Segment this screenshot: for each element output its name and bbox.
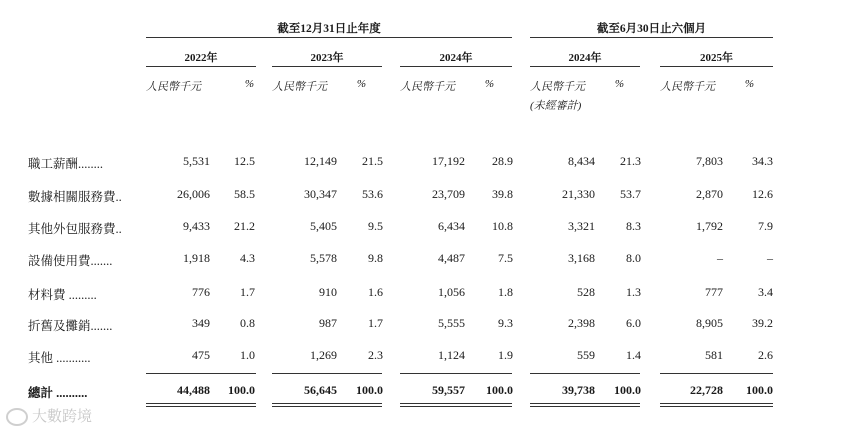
amount-cell: 59,557 (432, 383, 465, 397)
percent-cell: 1.9 (498, 348, 513, 362)
amount-cell: 23,709 (432, 187, 465, 201)
percent-cell: 39.8 (492, 187, 513, 201)
pct-label: % (356, 78, 366, 90)
amount-cell: 1,918 (183, 251, 210, 265)
amount-cell: 5,405 (310, 219, 337, 233)
amount-cell: 475 (192, 348, 210, 362)
unit-label: 人民幣千元 (660, 81, 715, 93)
amount-cell: 4,487 (438, 251, 465, 265)
amount-cell: 39,738 (562, 383, 595, 397)
group-header-half: 截至6月30日止六個月 (596, 23, 707, 35)
percent-cell: 1.7 (368, 316, 383, 330)
year-rule (660, 66, 773, 67)
unit-label: 人民幣千元 (146, 81, 201, 93)
unaudited-label: (未經審計) (530, 100, 582, 112)
amount-cell: 44,488 (177, 383, 210, 397)
percent-cell: 0.8 (240, 316, 255, 330)
percent-cell: 2.6 (758, 348, 773, 362)
percent-cell: 2.3 (368, 348, 383, 362)
amount-cell: 12,149 (304, 154, 337, 168)
amount-cell: 581 (705, 348, 723, 362)
year-header-2025-half: 2025年 (700, 52, 733, 64)
percent-cell: 53.7 (620, 187, 641, 201)
percent-cell: 21.3 (620, 154, 641, 168)
amount-cell: 5,555 (438, 316, 465, 330)
percent-cell: 12.6 (752, 187, 773, 201)
percent-cell: 10.8 (492, 219, 513, 233)
amount-cell: 777 (705, 285, 723, 299)
amount-cell: 6,434 (438, 219, 465, 233)
amount-cell: 21,330 (562, 187, 595, 201)
amount-cell: 1,124 (438, 348, 465, 362)
sum-rule (146, 373, 256, 374)
percent-cell: 1.8 (498, 285, 513, 299)
amount-cell: 3,168 (568, 251, 595, 265)
pct-label: % (244, 78, 254, 90)
sum-rule (400, 373, 512, 374)
row-label: 其他外包服務費.. (28, 222, 122, 236)
percent-cell: 8.0 (626, 251, 641, 265)
watermark-logo-icon (6, 408, 28, 426)
year-header-2022: 2022年 (184, 52, 218, 64)
row-label: 其他 ........... (28, 351, 91, 365)
amount-cell: 2,870 (696, 187, 723, 201)
sum-rule (272, 373, 382, 374)
amount-cell: 9,433 (183, 219, 210, 233)
pct-label: % (484, 78, 494, 90)
year-rule (146, 66, 256, 67)
amount-cell: 528 (577, 285, 595, 299)
amount-cell: 1,269 (310, 348, 337, 362)
amount-cell: 8,434 (568, 154, 595, 168)
percent-cell: 12.5 (234, 154, 255, 168)
total-double-rule (530, 403, 640, 407)
percent-cell: 1.3 (626, 285, 641, 299)
amount-cell: 3,321 (568, 219, 595, 233)
percent-cell: 9.5 (368, 219, 383, 233)
unit-label: 人民幣千元 (400, 81, 455, 93)
year-rule (530, 66, 640, 67)
percent-cell: 6.0 (626, 316, 641, 330)
watermark-text: 大數跨境 (32, 407, 93, 425)
total-double-rule (400, 403, 512, 407)
unit-label: 人民幣千元 (530, 81, 585, 93)
percent-cell: 9.3 (498, 316, 513, 330)
percent-cell: 4.3 (240, 251, 255, 265)
percent-cell: 100.0 (356, 383, 383, 397)
amount-cell: – (717, 251, 723, 265)
percent-cell: 9.8 (368, 251, 383, 265)
percent-cell: 100.0 (228, 383, 255, 397)
row-label: 材料費 ......... (28, 288, 97, 302)
amount-cell: 22,728 (690, 383, 723, 397)
amount-cell: 1,056 (438, 285, 465, 299)
amount-cell: 7,803 (696, 154, 723, 168)
total-double-rule (660, 403, 773, 407)
pct-label: % (614, 78, 624, 90)
amount-cell: 2,398 (568, 316, 595, 330)
amount-cell: 56,645 (304, 383, 337, 397)
percent-cell: 39.2 (752, 316, 773, 330)
year-rule (400, 66, 512, 67)
percent-cell: 28.9 (492, 154, 513, 168)
year-header-2023: 2023年 (310, 52, 344, 64)
group-header-year-rule (146, 37, 512, 38)
amount-cell: 559 (577, 348, 595, 362)
unit-label: 人民幣千元 (272, 81, 327, 93)
year-rule (272, 66, 382, 67)
percent-cell: 100.0 (486, 383, 513, 397)
amount-cell: 17,192 (432, 154, 465, 168)
row-label: 職工薪酬........ (28, 157, 104, 171)
percent-cell: 8.3 (626, 219, 641, 233)
year-header-2024: 2024年 (439, 52, 473, 64)
percent-cell: 58.5 (234, 187, 255, 201)
percent-cell: 7.9 (758, 219, 773, 233)
percent-cell: – (767, 251, 773, 265)
amount-cell: 8,905 (696, 316, 723, 330)
percent-cell: 21.5 (362, 154, 383, 168)
amount-cell: 5,531 (183, 154, 210, 168)
amount-cell: 349 (192, 316, 210, 330)
amount-cell: 910 (319, 285, 337, 299)
percent-cell: 53.6 (362, 187, 383, 201)
row-label: 設備使用費....... (28, 254, 113, 268)
amount-cell: 5,578 (310, 251, 337, 265)
sum-rule (530, 373, 640, 374)
amount-cell: 987 (319, 316, 337, 330)
amount-cell: 26,006 (177, 187, 210, 201)
percent-cell: 7.5 (498, 251, 513, 265)
amount-cell: 30,347 (304, 187, 337, 201)
percent-cell: 1.7 (240, 285, 255, 299)
percent-cell: 34.3 (752, 154, 773, 168)
amount-cell: 1,792 (696, 219, 723, 233)
total-double-rule (272, 403, 382, 407)
percent-cell: 100.0 (614, 383, 641, 397)
year-header-2024-half: 2024年 (568, 52, 602, 64)
percent-cell: 1.0 (240, 348, 255, 362)
amount-cell: 776 (192, 285, 210, 299)
total-double-rule (146, 403, 256, 407)
percent-cell: 1.6 (368, 285, 383, 299)
row-label: 折舊及攤銷....... (28, 319, 113, 333)
percent-cell: 100.0 (746, 383, 773, 397)
group-header-half-rule (530, 37, 773, 38)
pct-label: % (744, 78, 754, 90)
percent-cell: 21.2 (234, 219, 255, 233)
sum-rule (660, 373, 773, 374)
percent-cell: 3.4 (758, 285, 773, 299)
watermark (6, 405, 92, 426)
row-label: 數據相關服務費.. (28, 190, 122, 204)
group-header-year: 截至12月31日止年度 (277, 23, 381, 35)
total-label: 總計 .......... (28, 386, 88, 400)
percent-cell: 1.4 (626, 348, 641, 362)
